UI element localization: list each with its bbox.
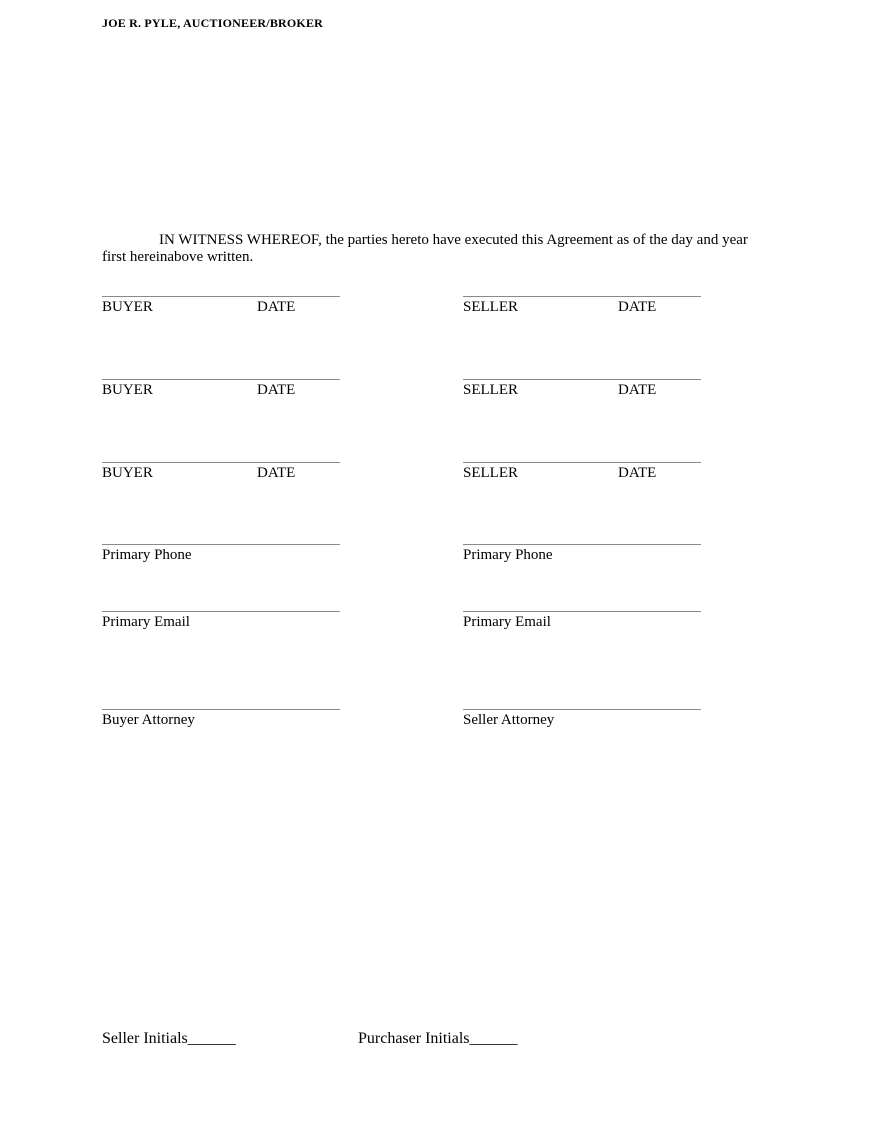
seller-initials [102, 1030, 236, 1048]
buyer-label: BUYER [102, 465, 153, 481]
seller-initials-blank: ______ [187, 1030, 236, 1047]
date-label: DATE [618, 465, 657, 481]
seller-signature-line-1 [463, 296, 701, 317]
buyer-attorney-labels [102, 710, 340, 730]
date-label: DATE [618, 382, 657, 398]
seller-attorney-line [463, 709, 701, 730]
buyer-primary-email-labels [102, 612, 340, 632]
buyer-attorney-line [102, 709, 340, 730]
buyer-signature-labels-2 [102, 380, 340, 400]
buyer-signature-line-3 [102, 462, 340, 483]
date-label: DATE [618, 299, 657, 315]
seller-signature-line-2 [463, 379, 701, 400]
seller-label: SELLER [463, 382, 518, 398]
purchaser-initials-blank: ______ [469, 1030, 518, 1047]
primary-email-label: Primary Email [102, 614, 190, 630]
buyer-signature-line-2 [102, 379, 340, 400]
date-label: DATE [257, 382, 296, 398]
seller-primary-email-labels [463, 612, 701, 632]
purchaser-initials [358, 1030, 518, 1048]
seller-primary-email-line [463, 611, 701, 632]
purchaser-initials-label: Purchaser Initials [358, 1030, 470, 1047]
seller-attorney-labels [463, 710, 701, 730]
seller-signature-labels-1 [463, 297, 701, 317]
seller-initials-label: Seller Initials [102, 1030, 188, 1047]
buyer-primary-phone-line [102, 544, 340, 565]
seller-label: SELLER [463, 465, 518, 481]
seller-attorney-label: Seller Attorney [463, 712, 555, 728]
primary-phone-label: Primary Phone [102, 547, 192, 563]
primary-phone-label: Primary Phone [463, 547, 553, 563]
witness-clause-paragraph: IN WITNESS WHEREOF, the parties hereto have executed this Agreement as of the day and year first hereinabove written. [102, 232, 748, 265]
buyer-signature-labels-1 [102, 297, 340, 317]
seller-signature-labels-3 [463, 463, 701, 483]
seller-primary-phone-labels [463, 545, 701, 565]
buyer-attorney-label: Buyer Attorney [102, 712, 195, 728]
date-label: DATE [257, 299, 296, 315]
primary-email-label: Primary Email [463, 614, 551, 630]
broker-header: JOE R. PYLE, AUCTIONEER/BROKER [102, 16, 324, 30]
buyer-primary-phone-labels [102, 545, 340, 565]
date-label: DATE [257, 465, 296, 481]
seller-signature-line-3 [463, 462, 701, 483]
buyer-signature-labels-3 [102, 463, 340, 483]
seller-label: SELLER [463, 299, 518, 315]
seller-primary-phone-line [463, 544, 701, 565]
buyer-primary-email-line [102, 611, 340, 632]
seller-signature-labels-2 [463, 380, 701, 400]
buyer-label: BUYER [102, 382, 153, 398]
buyer-label: BUYER [102, 299, 153, 315]
buyer-signature-line-1 [102, 296, 340, 317]
